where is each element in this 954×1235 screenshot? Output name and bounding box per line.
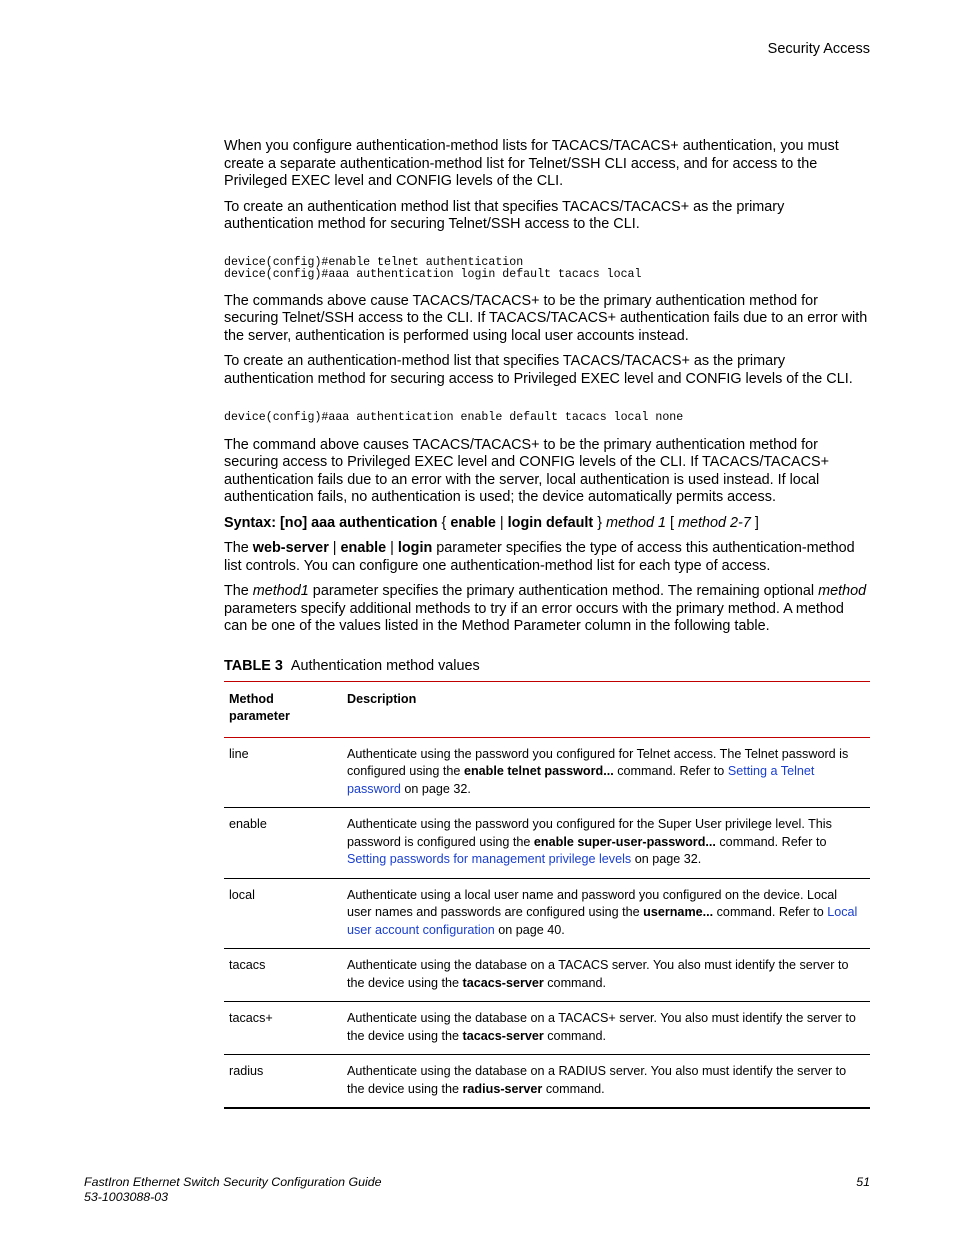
table-header-row (224, 681, 870, 737)
description-cell (342, 1055, 870, 1109)
syntax-line (224, 515, 870, 533)
code-line: device(config)#aaa authentication enable default tacacs local none (224, 411, 684, 425)
xref-link[interactable]: Setting a Telnet password (347, 764, 815, 796)
desc-command: radius-server (462, 1081, 543, 1096)
footer-title: FastIron Ethernet Switch Security Configuration Guide (84, 1175, 382, 1189)
text: parameters specify additional methods to try if an error occurs with the primary method. A method can be one of the values listed in the Method Parameter column in the following table. (224, 600, 844, 635)
footer-left (84, 1175, 382, 1205)
desc-command: username... (643, 905, 714, 920)
col-header-method: Method parameter (224, 681, 342, 737)
description-cell (342, 949, 870, 1002)
param-paragraph-2 (224, 583, 870, 636)
table-row (224, 1055, 870, 1109)
description-cell (342, 1002, 870, 1055)
term-method: method (818, 583, 867, 600)
syntax-label: Syntax: [no] aaa authentication (224, 514, 438, 531)
method-param-cell: tacacs+ (224, 1002, 342, 1055)
table-caption-label: TABLE 3 (224, 657, 283, 674)
page-number: 51 (856, 1175, 870, 1189)
desc-text: Authenticate using the database on a RADIUS server. You also must identify the server to the device using the (347, 1064, 847, 1096)
table-row (224, 949, 870, 1002)
method-param-cell: local (224, 878, 342, 949)
explain-paragraph-3: The command above causes TACACS/TACACS+ to be the primary authentication method for securing access to Privileged EXEC level and CONFIG levels of the CLI. If TACACS/TACACS+ authentication fails due to an error with the server, local authentication is used instead. If local authentication fails, no authentication is used; the device automatically permits access. (224, 436, 830, 506)
desc-text: command. (543, 975, 607, 990)
desc-text: command. Refer to (713, 905, 828, 920)
desc-text: command. (542, 1081, 605, 1096)
footer-doc-number: 53-1003088-03 (84, 1190, 169, 1204)
keyword-enable: enable (340, 540, 387, 557)
table-row (224, 808, 870, 879)
desc-text: on page 40. (494, 922, 565, 937)
text: | (328, 540, 341, 557)
page-body (224, 138, 870, 1109)
desc-text: command. Refer to (715, 834, 827, 849)
syntax-login-default: login default (507, 514, 594, 531)
syntax-enable: enable (450, 514, 496, 531)
desc-text: Authenticate using the password you configured for Telnet access. The Telnet password is configured using the (347, 746, 849, 779)
description-cell (342, 737, 870, 808)
text: parameter specifies the type of access this authentication-method list controls. You can configure one authentication-method list for each type of access. (224, 540, 855, 574)
method-param-cell: line (224, 737, 342, 808)
syntax-punct: } (593, 514, 607, 531)
code-block-1 (224, 257, 870, 281)
desc-text: Authenticate using a local user name and password you configured on the device. Local user names and passwords are configured using the (347, 887, 838, 920)
param-paragraph-1 (224, 540, 870, 575)
col-header-description: Description (342, 681, 870, 737)
xref-link[interactable]: Setting passwords for management privilege levels (347, 852, 632, 867)
desc-text: Authenticate using the database on a TACACS server. You also must identify the server to the device using the (347, 958, 849, 990)
description-cell (342, 808, 870, 879)
method-param-cell: enable (224, 808, 342, 879)
desc-text: Authenticate using the database on a TACACS+ server. You also must identify the server to the device using the (347, 1011, 856, 1043)
syntax-method1: method 1 (606, 514, 667, 531)
running-header: Security Access (767, 41, 870, 57)
desc-command: enable super-user-password... (533, 834, 716, 849)
table-row (224, 737, 870, 808)
desc-command: tacacs-server (462, 975, 544, 990)
code-line: device(config)#enable telnet authentication (224, 255, 524, 269)
syntax-punct: ] (750, 514, 759, 531)
table-body (224, 737, 870, 1108)
explain-paragraph-1: The commands above cause TACACS/TACACS+ to be the primary authentication method for securing Telnet/SSH access to the CLI. If TACACS/TACACS+ authentication fails due to an error with the server, authentication is performed using local user accounts instead. (224, 292, 868, 344)
method-param-cell: radius (224, 1055, 342, 1109)
keyword-login: login (397, 540, 433, 557)
text: | (386, 540, 398, 557)
code-block-2 (224, 412, 870, 424)
desc-text: on page 32. (400, 781, 471, 796)
desc-command: tacacs-server (462, 1028, 544, 1043)
text: The (224, 583, 253, 600)
syntax-punct: | (495, 514, 508, 531)
auth-method-table (224, 681, 870, 1110)
text: The (224, 540, 253, 557)
syntax-punct: { (437, 514, 451, 531)
table-caption (224, 658, 870, 674)
intro-paragraph-2: To create an authentication method list that specifies TACACS/TACACS+ as the primary authentication method for securing Telnet/SSH access to the CLI. (224, 198, 785, 232)
keyword-web-server: web-server (252, 540, 329, 557)
code-line: device(config)#aaa authentication login default tacacs local (224, 267, 642, 281)
explain-paragraph-2: To create an authentication-method list that specifies TACACS/TACACS+ as the primary authentication method for securing access to Privileged EXEC level and CONFIG levels of the CLI. (224, 353, 853, 387)
desc-text: Authenticate using the password you configured for the Super User privilege level. This password is configured using the (347, 817, 832, 849)
method-param-cell: tacacs (224, 949, 342, 1002)
desc-command: enable telnet password... (463, 764, 614, 779)
table-caption-text: Authentication method values (290, 657, 480, 674)
table-row (224, 1002, 870, 1055)
table-row (224, 878, 870, 949)
description-cell (342, 878, 870, 949)
xref-link[interactable]: Local user account configuration (347, 905, 858, 937)
term-method1: method1 (252, 583, 309, 600)
desc-text: command. (543, 1028, 607, 1043)
desc-text: command. Refer to (613, 764, 728, 779)
syntax-method27: method 2-7 (678, 514, 751, 531)
text: parameter specifies the primary authentication method. The remaining optional (308, 583, 819, 600)
syntax-punct: [ (666, 514, 679, 531)
desc-text: on page 32. (631, 852, 702, 867)
intro-paragraph-1: When you configure authentication-method lists for TACACS/TACACS+ authentication, you must create a separate authentication-method list for Telnet/SSH CLI access, and for access to the Privileged EXEC level and CONFIG levels of the CLI. (224, 138, 839, 189)
